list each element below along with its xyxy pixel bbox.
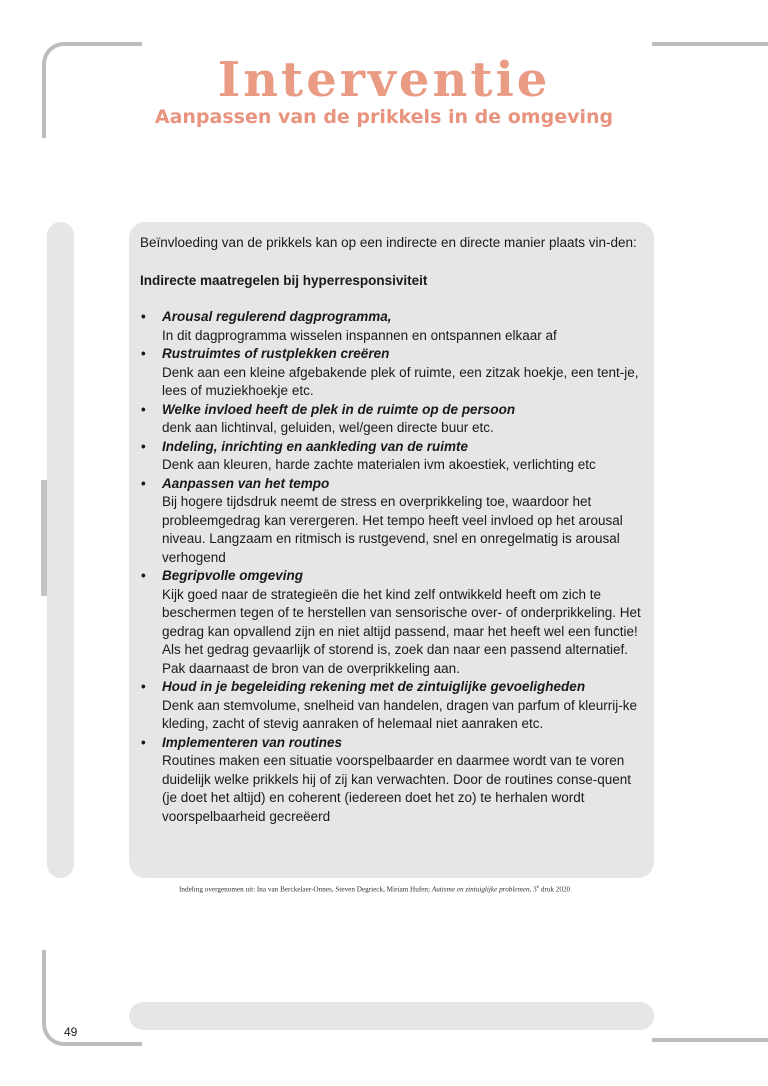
list-item — [140, 345, 648, 401]
list-item — [140, 401, 648, 438]
item-title: Indeling, inrichting en aankleding van de ruimte — [162, 438, 469, 454]
item-body: Kijk goed naar de strategieën die het kind zelf ontwikkeld heeft om zich te beschermen tegen of te herstellen van sensorische over- of onderprikkeling. Het gedrag kan opvallend zijn en niet altijd passend, maar het heeft wel een functie! — [162, 586, 641, 639]
content-panel — [129, 222, 654, 878]
item-title: Aanpassen van het tempo — [162, 475, 330, 491]
section-heading: Indirecte maatregelen bij hyperresponsiviteit — [140, 272, 428, 288]
list-item — [140, 678, 648, 734]
intro-paragraph: Beïnvloeding van de prikkels kan op een indirecte en directe manier plaats vin-den: — [140, 235, 637, 250]
item-body: Denk aan een kleine afgebakende plek of ruimte, een zitzak hoekje, een tent-je, lees of muziekhoekje etc. — [162, 364, 639, 398]
bullet-icon: • — [141, 475, 146, 491]
item-body: In dit dagprogramma wisselen inspannen en ontspannen elkaar af — [162, 327, 557, 343]
list-item — [140, 734, 648, 827]
item-body: Denk aan kleuren, harde zachte materialen ivm akoestiek, verlichting etc — [162, 457, 596, 472]
page-subtitle: Aanpassen van de prikkels in de omgeving — [154, 106, 614, 128]
bar-decoration-top-right — [652, 42, 768, 46]
list-item — [140, 438, 648, 475]
item-body: Denk aan stemvolume, snelheid van handelen, dragen van parfum of kleurrij-ke kleding, zacht of stevig aanraken of helemaal niet aanraken etc. — [162, 697, 638, 731]
citation-prefix: Indeling overgenomen uit: Ina van Berckelaer-Onnes, Steven Degrieck, Miriam Hufen; — [179, 885, 432, 894]
item-title: Rustruimtes of rustplekken creëren — [162, 346, 390, 361]
item-title: Implementeren van routines — [162, 734, 343, 750]
corner-decoration-bottom-left — [42, 950, 142, 1046]
citation-book-title: Autisme en zintuiglijke problemen — [431, 885, 530, 894]
source-citation — [179, 885, 699, 893]
item-body-continued: Als het gedrag gevaarlijk of storend is, zoek dan naar een passend alternatief. Pak daarnaast de bron van de overprikkeling aan. — [162, 642, 629, 676]
bar-decoration-bottom-right — [652, 1038, 768, 1042]
item-body: denk aan lichtinval, geluiden, wel/geen directe buur etc. — [162, 420, 494, 435]
bottom-decoration-bar — [129, 1002, 654, 1030]
list-item — [140, 567, 648, 678]
item-body: Routines maken een situatie voorspelbaarder en daarmee wordt van te voren duidelijk welke prikkels hij of zij kan verwachten. Door de routines conse-quent (je doet het altijd) en coherent (iedereen doet het zo) te herhalen wordt voorspelbaarheid gecreëerd — [162, 753, 631, 824]
bullet-icon: • — [141, 438, 146, 454]
list-item — [140, 475, 648, 568]
item-title: Arousal regulerend dagprogramma, — [162, 309, 392, 324]
intervention-list — [140, 308, 648, 826]
page-title: Interventie — [217, 52, 551, 108]
item-body: Bij hogere tijdsdruk neemt de stress en overprikkeling toe, waardoor het probleemgedrag kan verergeren. Het tempo heeft veel invloed op het arousal niveau. Langzaam en ritmisch is rustgevend, snel en onregelmatig is arousal verhogend — [162, 494, 623, 565]
citation-edition-suffix: e — [536, 885, 539, 890]
bullet-icon: • — [141, 309, 146, 324]
item-title: Houd in je begeleiding rekening met de zintuiglijke gevoeligheden — [162, 679, 586, 694]
bullet-icon: • — [141, 734, 146, 750]
list-item — [140, 308, 648, 345]
bullet-icon: • — [141, 679, 146, 694]
bullet-icon: • — [141, 401, 146, 417]
page-number: 49 — [64, 1025, 78, 1039]
bullet-icon: • — [141, 346, 146, 361]
citation-year: druk 2020 — [538, 885, 571, 894]
item-title: Welke invloed heeft de plek in de ruimte op de persoon — [162, 401, 516, 417]
side-decoration-stripe — [41, 480, 47, 596]
side-decoration-bar — [47, 222, 74, 878]
bullet-icon: • — [141, 568, 146, 583]
citation-edition: , 3 — [529, 885, 537, 894]
item-title: Begripvolle omgeving — [162, 568, 304, 583]
